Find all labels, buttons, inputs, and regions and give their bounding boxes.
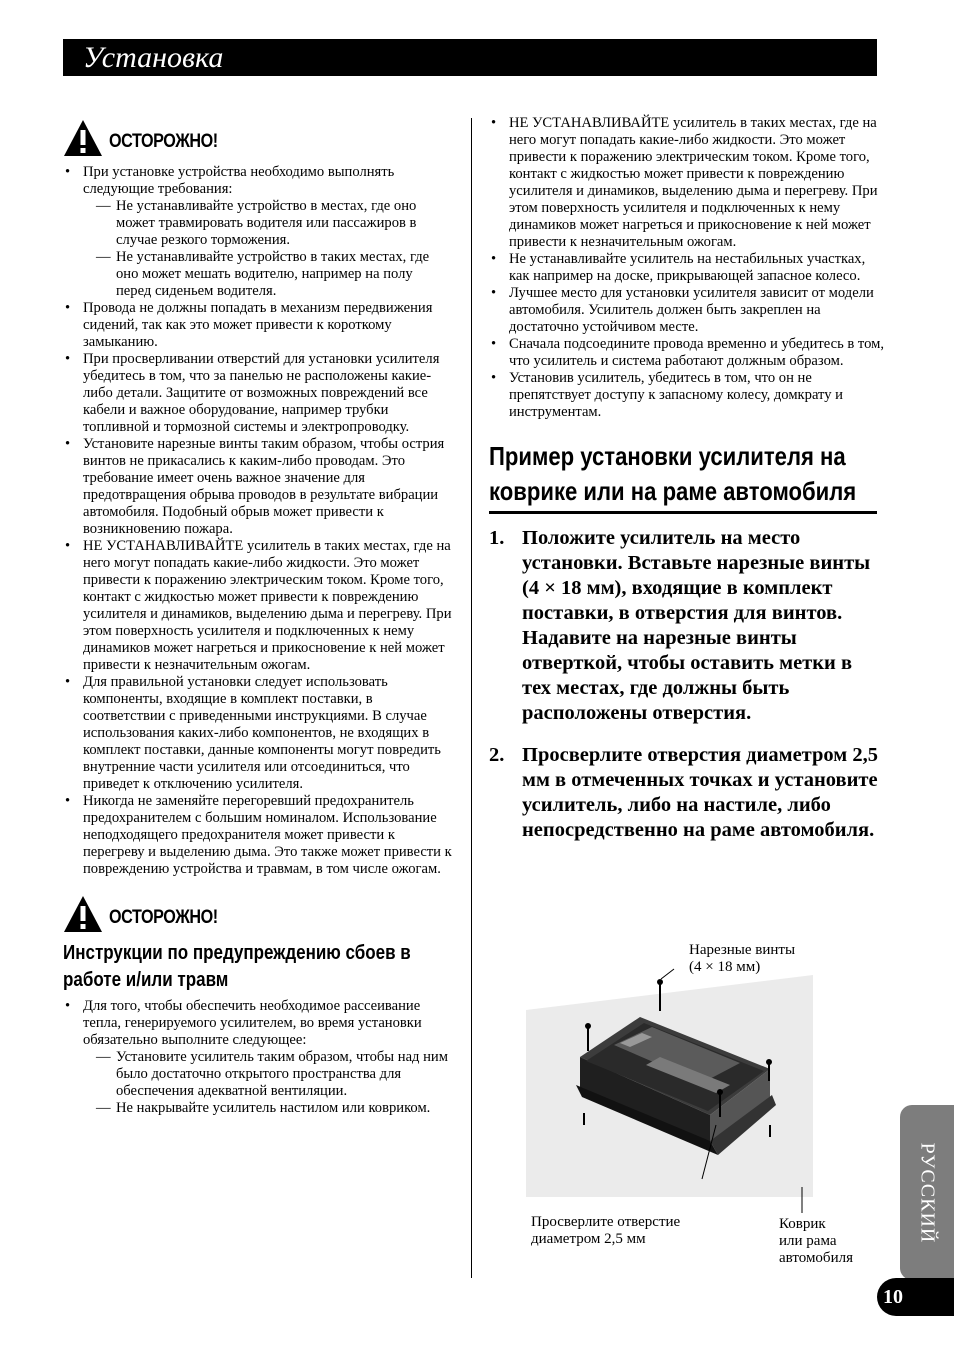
section-rule <box>489 511 877 514</box>
sub-list-item: — Установите усилитель таким образом, чтобы над ним было достаточно открытого пространства для обеспечения адекватной вентиляции. <box>96 1049 458 1100</box>
list-item: • НЕ УСТАНАВЛИВАЙТЕ усилитель в таких местах, где на него могут попадать какие-либо жидкости. Это может привести к поражению электрическим током. Кроме того, контакт с жидкостью может привести к повреждению усилителя и динамиков, выделению дыма и перегреву. При этом поверхность усилителя и подключенных к нему динамиков может нагреться и прикосновение к ней может привести к незначительным ожогам. <box>489 115 884 251</box>
callout-text: Просверлите отверстие <box>531 1214 681 1230</box>
header-bar <box>63 39 877 76</box>
warning-triangle-icon <box>63 119 103 157</box>
list-item: • Установите нарезные винты таким образом, чтобы острия винтов не прикасались к каким-либо проводам. Это требование имеет очень важное значение для предотвращения обрыва проводов в результате вибрации автомобиля. Подобный обрыв может привести к возникновению пожара. <box>63 436 458 538</box>
step-number: 2. <box>489 744 505 766</box>
step-item <box>489 743 884 843</box>
list-item: • Провода не должны попадать в механизм передвижения сидений, так как это может привести к короткому замыканию. <box>63 300 458 351</box>
list-item: • Сначала подсоедините провода временно и убедитесь в том, что усилитель и система работают должным образом. <box>489 336 884 370</box>
list-item-text: При установке устройства необходимо выполнять следующие требования: <box>83 164 395 197</box>
column-divider <box>471 118 472 1278</box>
caution-heading-2 <box>63 894 458 934</box>
list-item: • Лучшее место для установки усилителя зависит от модели автомобиля. Усилитель должен быть закреплен на достаточно устойчивом месте. <box>489 285 884 336</box>
callout-text: или рама <box>779 1233 837 1249</box>
drill-callout <box>531 1214 680 1248</box>
caution-label: ОСТОРОЖНО! <box>109 131 218 152</box>
steps-list <box>489 526 884 843</box>
page-number: 10 <box>877 1278 954 1316</box>
section-heading-block <box>489 439 884 514</box>
list-item: • Никогда не заменяйте перегоревший предохранитель предохранителем с большим номиналом. Использование неподходящего предохранителя может привести к перегреву и выделению дыма. Это также может привести к повреждению устройства и травмам, в том числе ожогам. <box>63 793 458 878</box>
caution-list-continued <box>489 115 884 421</box>
list-item: • При просверливании отверстий для установки усилителя убедитесь в том, что за панелью не расположены какие-либо детали. Защитите от возможных повреждений все кабели и важное оборудование, например трубки топливной и тормозной системы и электропроводку. <box>63 351 458 436</box>
callout-text: диаметром 2,5 мм <box>531 1231 646 1247</box>
right-column <box>489 115 884 860</box>
amplifier-illustration <box>520 965 820 1215</box>
step-text: Положите усилитель на место установки. Вставьте нарезные винты (4 × 18 мм), входящие в комплект поставки, в отверстия для винтов. Надавите на нарезные винты отверткой, чтобы оставить метки в тех местах, где должны быть расположены отверстия. <box>522 527 871 724</box>
language-tab <box>900 1105 954 1280</box>
language-tab-label: РУССКИЙ <box>916 1142 939 1243</box>
callout-text: Коврик <box>779 1216 826 1232</box>
caution-label: ОСТОРОЖНО! <box>109 907 218 928</box>
caution-list-1 <box>63 164 458 878</box>
step-number: 1. <box>489 527 505 549</box>
list-item-text: Для того, чтобы обеспечить необходимое рассеивание тепла, генерируемого усилителем, во время установки обязательно выполните следующее: <box>83 998 422 1048</box>
caution-subtitle: Инструкции по предупреждению сбоев в работе и/или травм <box>63 942 411 991</box>
list-item: • Не устанавливайте усилитель на нестабильных участках, как например на доске, прикрывающей запасное колесо. <box>489 251 884 285</box>
page-title: Установка <box>83 41 224 74</box>
left-column <box>63 118 458 1117</box>
list-item: • Для правильной установки следует использовать компоненты, входящие в комплект поставки, в соответствии с приведенными инструкциями. В случае использования каких-либо компонентов, не входящих в комплект поставки, данные компоненты могут повредить внутренние части усилителя или отсоединиться, что приведет к отключению усилителя. <box>63 674 458 793</box>
callout-text: автомобиля <box>779 1250 853 1266</box>
sub-list-item: — Не устанавливайте устройство в таких местах, где оно может мешать водителю, например на полу перед сиденьем водителя. <box>96 249 458 300</box>
sub-list-item: — Не устанавливайте устройство в местах, где оно может травмировать водителя или пассажиров в случае резкого торможения. <box>96 198 458 249</box>
list-item: • Установив усилитель, убедитесь в том, что он не препятствует доступу к запасному колесу, домкрату и инструментам. <box>489 370 884 421</box>
list-item: • НЕ УСТАНАВЛИВАЙТЕ усилитель в таких местах, где на него могут попадать какие-либо жидкости. Это может привести к поражению электрическим током. Кроме того, контакт с жидкостью может привести к повреждению усилителя и динамиков, выделению дыма и перегреву. При этом поверхность усилителя и подключенных к нему динамиков может нагреться и прикосновение к ней может привести к незначительным ожогам. <box>63 538 458 674</box>
section-title: Пример установки усилителя на коврике или на раме автомобиля <box>489 441 857 506</box>
sub-list <box>83 1049 458 1117</box>
caution-heading-1 <box>63 118 458 158</box>
callout-text: Нарезные винты <box>689 942 796 958</box>
step-item <box>489 526 884 726</box>
step-text: Просверлите отверстия диаметром 2,5 мм в отмеченных точках и установите усилитель, либо на настиле, либо непосредственно на раме автомобиля. <box>522 744 878 841</box>
list-item <box>63 998 458 1117</box>
callout-text: (4 × 18 мм) <box>689 959 761 975</box>
list-item <box>63 164 458 300</box>
sub-list <box>83 198 458 300</box>
floor-callout <box>779 1216 853 1267</box>
caution-list-2 <box>63 998 458 1117</box>
warning-triangle-icon <box>63 895 103 933</box>
sub-list-item: — Не накрывайте усилитель настилом или ковриком. <box>96 1100 458 1117</box>
